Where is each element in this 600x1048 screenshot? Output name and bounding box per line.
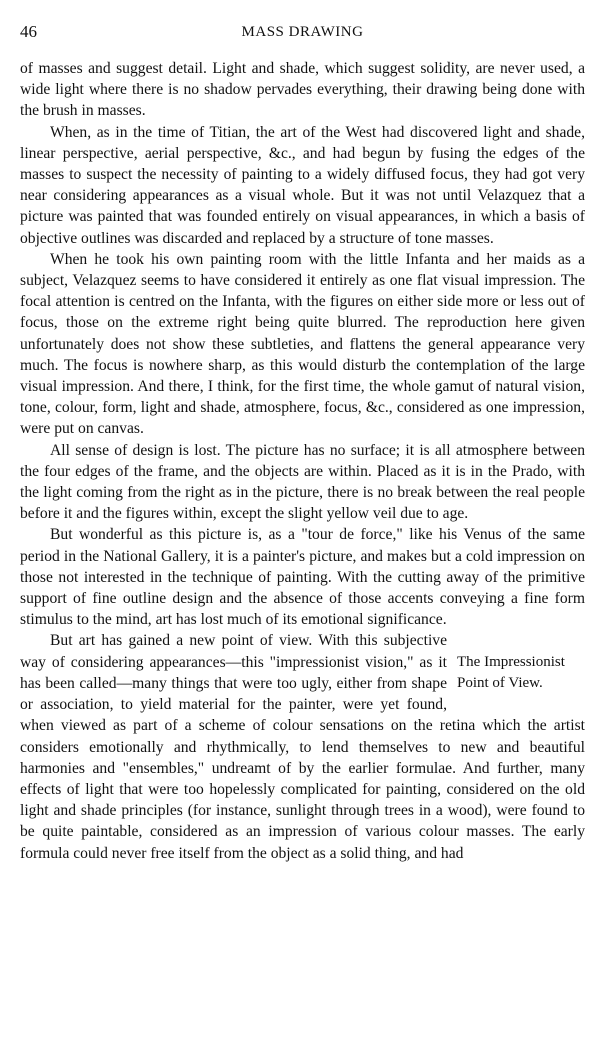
margin-note: The Impressionist Point of View.: [457, 654, 565, 692]
paragraph: of masses and suggest detail. Light and shade, which suggest solidity, are never used, a wide light where there is no shadow pervades everything, their drawing being done with the brush in masses.: [20, 60, 585, 120]
paragraph: All sense of design is lost. The picture has no surface; it is all atmosphere between the four edges of the frame, and the objects are within. Placed as it is in the Prado, with the light coming from the right as in the picture, there is no break between the real people before it and the figures within, except the slight yellow veil due to age.: [20, 441, 585, 523]
paragraph: But art has gained a new point of view. With this subjective way of considering appearances—this "impressionist vision," as it has been called—many things that were too ugly, either from shape or association, to yield material for the painter, were yet found, when viewed as part of a scheme of colour sensations on the retina which the artist considers emotionally and rhythmically, to lend themselves to new and beautiful harmonies and "ensembles," undreamt of by the earlier formulae. And further, many effects of light that were too hopelessly complicated for painting, considered on the old light and shade principles (for instance, sunlight through trees in a wood), were found to be quite paintable, considered as an impression of various colour masses. The early formula could never free itself from the object as a solid thing, and had: [20, 632, 585, 862]
paragraph: When, as in the time of Titian, the art of the West had discovered light and shade, linear perspective, aerial perspective, &c., and had begun by fusing the edges of the masses to suspect the necessity of painting to a widely diffused focus, they had got very near considering appearances as a visual whole. But it was not until Velazquez that a picture was painted that was founded entirely on visual appearances, in which a basis of objective outlines was discarded and replaced by a structure of tone masses.: [20, 123, 585, 247]
paragraph: But wonderful as this picture is, as a "tour de force," like his Venus of the same period in the National Gallery, it is a painter's picture, and makes but a cold impression on those not interested in the technique of painting. With the cutting away of the primitive support of fine outline design and the absence of those accents conveying a fine form stimulus to the mind, art has lost much of its emotional significance.: [20, 526, 585, 629]
paragraph: When he took his own painting room with the little Infanta and her maids as a subject, Velazquez seems to have considered it entirely as one flat visual impression. The focal attention is centred on the Infanta, with the figures on either side more or less out of focus, those on the extreme right being quite blurred. The reproduction here given unfortunately does not show these subtleties, and flattens the general appearance very much. The focus is nowhere sharp, as this would disturb the contemplation of the large visual impression. And there, I think, for the first time, the whole gamut of natural vision, tone, colour, form, light and shade, atmosphere, focus, &c., considered as one impression, were put on canvas.: [20, 250, 585, 438]
page-header: [20, 22, 585, 58]
running-head: MASS DRAWING: [241, 24, 364, 40]
body-text: [20, 58, 585, 864]
page-number: 46: [20, 22, 37, 41]
